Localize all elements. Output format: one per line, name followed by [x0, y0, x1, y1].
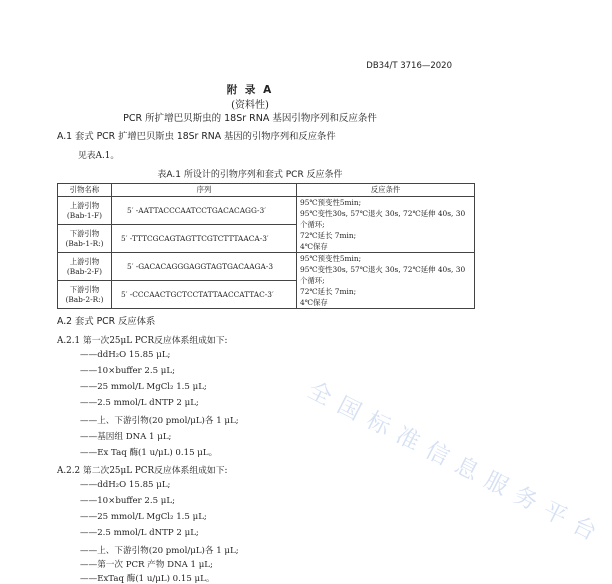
section-a21-heading: A.2.1 第一次25μL PCR反应体系组成如下: — [57, 336, 228, 346]
primer-code: (Bab-1-F) — [66, 210, 103, 220]
primer-name: 下游引物 — [69, 285, 100, 294]
condition-line: 95℃变性30s, 57℃退火 30s, 72℃延伸 40s, 30个循环; — [300, 209, 466, 229]
primer-name-cell — [58, 197, 112, 225]
reagent-item: ——ddH₂O 15.85 μL; — [80, 350, 171, 360]
watermark: 全国标准信息服务平台 — [303, 377, 610, 551]
primer-name: 下游引物 — [69, 229, 100, 238]
column-header: 引物名称 — [58, 184, 112, 197]
appendix-subtitle: PCR 所扩增巴贝斯虫的 18Sr RNA 基因引物序列和反应条件 — [123, 113, 377, 124]
sequence-cell — [112, 197, 297, 225]
condition-line: 72℃延长 7min; — [300, 287, 357, 296]
primer-code: (Bab-2-R:) — [65, 294, 104, 304]
reagent-item: ——Ex Taq 酶(1 u/μL) 0.15 μL。 — [80, 448, 218, 458]
section-a2-heading: A.2 套式 PCR 反应体系 — [57, 316, 156, 327]
sequence-cell — [112, 225, 297, 253]
column-header: 序列 — [112, 184, 297, 197]
sequence-cell — [112, 281, 297, 309]
reagent-item: ——2.5 mmol/L dNTP 2 μL; — [80, 398, 199, 408]
reagent-item: ——2.5 mmol/L dNTP 2 μL; — [80, 528, 199, 538]
primer-name: 上游引物 — [69, 201, 100, 210]
reagent-item: ——上、下游引物(20 pmol/μL)各 1 μL; — [80, 546, 239, 556]
primer-sequence: 5′ -TTTCGCAGTAGTTCGTCTTTAACA-3′ — [121, 233, 269, 243]
primer-name-cell — [58, 253, 112, 281]
reagent-item: ——ddH₂O 15.85 μL; — [80, 480, 171, 490]
table-row — [58, 197, 475, 225]
section-a1-heading: A.1 套式 PCR 扩增巴贝斯虫 18Sr RNA 基因的引物序列和反应条件 — [57, 131, 336, 142]
reagent-item: ——25 mmol/L MgCl₂ 1.5 μL; — [80, 382, 207, 392]
table-row — [58, 253, 475, 281]
appendix-title: 附 录 A — [226, 84, 274, 96]
table-caption: 表A.1 所设计的引物序列和套式 PCR 反应条件 — [157, 170, 343, 180]
section-a22-heading: A.2.2 第二次25μL PCR反应体系组成如下: — [57, 466, 228, 476]
table-header-row — [58, 184, 475, 197]
reaction-conditions-cell — [297, 197, 475, 253]
primer-code: (Bab-2-F) — [66, 266, 103, 276]
appendix-type: (资料性) — [231, 100, 269, 111]
reagent-item: ——10×buffer 2.5 μL; — [80, 496, 175, 506]
condition-line: 72℃延长 7min; — [300, 231, 357, 240]
reagent-item: ——第一次 PCR 产物 DNA 1 μL; — [80, 560, 213, 570]
standard-number: DB34/T 3716—2020 — [366, 61, 452, 71]
primer-table — [57, 183, 475, 309]
section-a1-text: 见表A.1。 — [78, 151, 120, 161]
primer-name-cell — [58, 281, 112, 309]
reagent-item: ——基因组 DNA 1 μL; — [80, 432, 172, 442]
sequence-cell — [112, 253, 297, 281]
reaction-conditions-cell — [297, 253, 475, 309]
primer-sequence: 5′ -GACACAGGGAGGTAGTGACAAGA-3 — [127, 261, 274, 271]
column-header: 反应条件 — [297, 184, 475, 197]
condition-line: 4℃保存 — [300, 242, 328, 251]
condition-line: 95℃预变性5min; — [300, 254, 362, 263]
reagent-item: ——ExTaq 酶(1 u/μL) 0.15 μL。 — [80, 574, 215, 584]
primer-name: 上游引物 — [69, 257, 100, 266]
reagent-item: ——上、下游引物(20 pmol/μL)各 1 μL; — [80, 416, 239, 426]
primer-code: (Bab-1-R:) — [65, 238, 104, 248]
primer-sequence: 5′ -AATTACCCAATCCTGACACAGG-3′ — [127, 205, 266, 215]
condition-line: 95℃变性30s, 57℃退火 30s, 72℃延伸 40s, 30个循环; — [300, 265, 466, 285]
condition-line: 95℃预变性5min; — [300, 198, 362, 207]
primer-name-cell — [58, 225, 112, 253]
condition-line: 4℃保存 — [300, 298, 328, 307]
reagent-item: ——25 mmol/L MgCl₂ 1.5 μL; — [80, 512, 207, 522]
primer-sequence: 5′ -CCCAACTGCTCCTATTAACCATTAC-3′ — [121, 289, 274, 299]
reagent-item: ——10×buffer 2.5 μL; — [80, 366, 175, 376]
